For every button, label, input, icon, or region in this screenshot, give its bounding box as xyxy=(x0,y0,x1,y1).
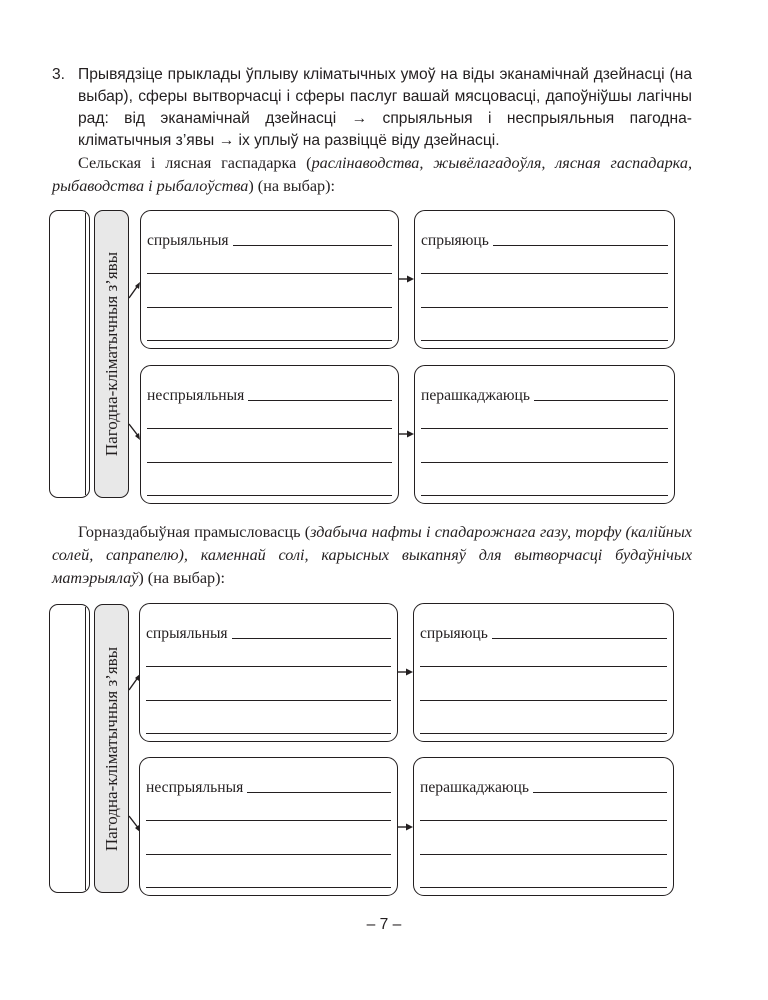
unfavorable-box xyxy=(140,365,399,504)
answer-line[interactable] xyxy=(247,792,391,793)
hinder-box xyxy=(414,365,675,504)
answer-line[interactable] xyxy=(146,733,391,734)
answer-line[interactable] xyxy=(420,854,667,855)
answer-line[interactable] xyxy=(420,666,667,667)
intro-text: Сельская і лясная гаспадарка ( xyxy=(78,154,312,172)
favorable-label: спрыяльныя xyxy=(146,625,228,642)
task-text: Прывядзіце прыклады ўплыву кліматычных умоў на віды эканамічнай дзейнасці (на выбар), сферы вытворчасці і сферы паслуг вашай мясцовасці, дапоўніўшы лагічны рад: від эканамічнай дзейнасці → спрыяльныя і неспрыяльныя пагодна-кліматычныя з’явы → іх уплыў на развіццё віду дзейнасці. xyxy=(78,66,692,149)
unfavorable-label: неспрыяльныя xyxy=(147,387,245,404)
answer-line[interactable] xyxy=(492,638,667,639)
answer-line[interactable] xyxy=(420,733,667,734)
task-number: 3. xyxy=(52,66,66,83)
answer-line[interactable] xyxy=(420,820,667,821)
task-3 xyxy=(52,64,692,152)
answer-line[interactable] xyxy=(421,428,668,429)
answer-line[interactable] xyxy=(533,792,667,793)
answer-line[interactable] xyxy=(233,245,392,246)
unfavorable-box xyxy=(139,757,398,896)
section-2-intro xyxy=(52,521,692,590)
section-1-intro xyxy=(52,152,692,198)
answer-line[interactable] xyxy=(421,307,668,308)
answer-line[interactable] xyxy=(421,462,668,463)
hinder-label: перашкаджаюць xyxy=(420,779,529,796)
weather-phenomena-box xyxy=(94,210,129,498)
answer-line[interactable] xyxy=(146,700,391,701)
answer-line[interactable] xyxy=(146,666,391,667)
favorable-box xyxy=(139,603,398,742)
promote-label: спрыяюць xyxy=(420,625,488,642)
favorable-box xyxy=(140,210,399,349)
unfavorable-label: неспрыяльныя xyxy=(146,779,244,796)
activity-type-box[interactable] xyxy=(49,210,90,498)
page-number: – 7 – xyxy=(366,916,402,933)
answer-line[interactable] xyxy=(421,340,668,341)
answer-line[interactable] xyxy=(420,700,667,701)
answer-line[interactable] xyxy=(146,887,391,888)
intro-text: Горназдабыўная прамысловасць ( xyxy=(78,523,311,541)
arrow-right-icon xyxy=(399,429,415,439)
answer-line[interactable] xyxy=(147,273,392,274)
weather-phenomena-label: Пагодна-кліматычныя з’явы xyxy=(101,646,121,851)
intro-examples: раслінаводства, жывёлагадоўля, лясная гаспадарка, рыбаводства і рыбалоўства xyxy=(52,154,692,195)
answer-line[interactable] xyxy=(146,854,391,855)
answer-line[interactable] xyxy=(146,820,391,821)
promote-box xyxy=(414,210,675,349)
answer-line[interactable] xyxy=(421,273,668,274)
arrow-right-icon xyxy=(398,667,414,677)
hinder-label: перашкаджаюць xyxy=(421,387,530,404)
answer-line[interactable] xyxy=(147,495,392,496)
arrow-right-icon xyxy=(398,822,414,832)
answer-line[interactable] xyxy=(147,340,392,341)
answer-line[interactable] xyxy=(147,428,392,429)
answer-line[interactable] xyxy=(147,462,392,463)
answer-line[interactable] xyxy=(232,638,391,639)
answer-line[interactable] xyxy=(493,245,668,246)
intro-examples: здабыча нафты і спадарожнага газу, торфу (калійных солей, сапрапелю), каменнай солі, карысных выкапняў для вытворчасці будаўнічых матэрыялаў xyxy=(52,523,692,587)
hinder-box xyxy=(413,757,674,896)
answer-line[interactable] xyxy=(420,887,667,888)
weather-phenomena-box xyxy=(94,604,129,893)
answer-line[interactable] xyxy=(421,495,668,496)
promote-box xyxy=(413,603,674,742)
intro-text-end: ) (на выбар): xyxy=(138,569,226,587)
favorable-label: спрыяльныя xyxy=(147,232,229,249)
intro-text-end: ) (на выбар): xyxy=(248,177,336,195)
answer-line[interactable] xyxy=(147,307,392,308)
arrow-right-icon xyxy=(399,274,415,284)
answer-line[interactable] xyxy=(248,400,392,401)
promote-label: спрыяюць xyxy=(421,232,489,249)
activity-type-box[interactable] xyxy=(49,604,90,893)
answer-line[interactable] xyxy=(534,400,668,401)
weather-phenomena-label: Пагодна-кліматычныя з’явы xyxy=(101,251,121,457)
